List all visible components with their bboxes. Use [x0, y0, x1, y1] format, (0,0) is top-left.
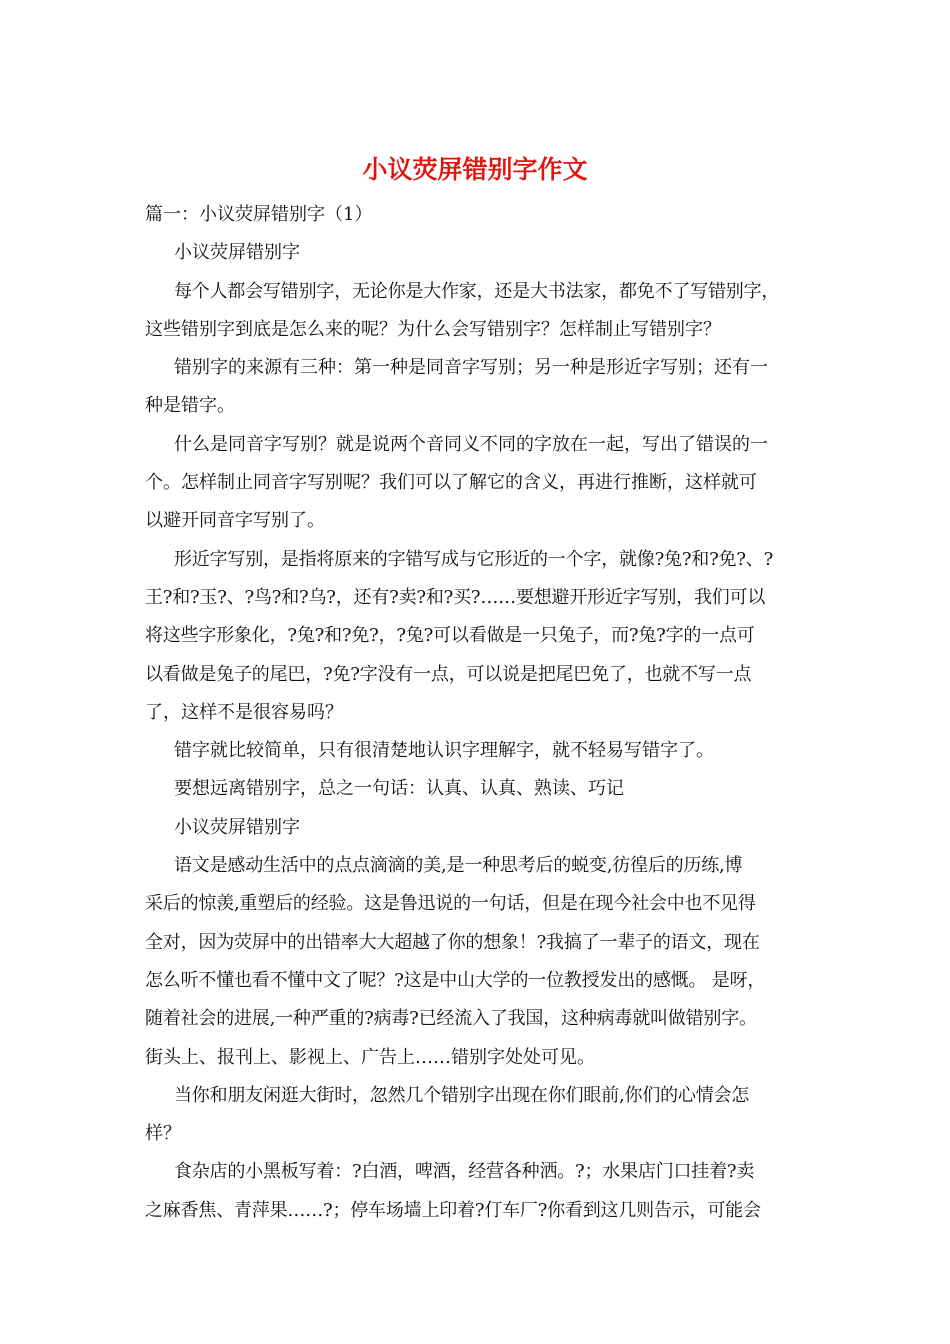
paragraph-line: 什么是同音字写别？就是说两个音同义不同的字放在一起，写出了错误的一: [174, 433, 768, 455]
paragraph-line: 语文是感动生活中的点点滴滴的美,是一种思考后的蜕变,彷徨后的历练,博: [174, 855, 743, 877]
paragraph-line: 这些错别字到底是怎么来的呢？为什么会写错别字？怎样制止写错别字？: [145, 318, 721, 340]
paragraph-line: 当你和朋友闲逛大街时，忽然几个错别字出现在你们眼前,你们的心情会怎: [174, 1084, 750, 1106]
paragraph-line: 之麻香焦、青萍果……?；停车场墙上印着?仃车厂?你看到这几则告示，可能会: [145, 1199, 761, 1221]
paragraph-line: 样？: [145, 1123, 181, 1145]
paragraph-line: 以看做是兔子的尾巴，?免?字没有一点，可以说是把尾巴免了，也就不写一点: [145, 663, 752, 685]
paragraph-line: 全对，因为荧屏中的出错率大大超越了你的想象！?我搞了一辈子的语文，现在: [145, 931, 760, 953]
paragraph-line: 错别字的来源有三种：第一种是同音字写别；另一种是形近字写别；还有一: [174, 357, 768, 379]
paragraph-line: 每个人都会写错别字，无论你是大作家，还是大书法家，都免不了写错别字，: [174, 280, 780, 302]
paragraph-line: 将这些字形象化，?兔?和?免?，?兔?可以看做是一只兔子，而?兔?字的一点可: [145, 625, 755, 647]
paragraph-line: 种是错字。: [145, 395, 235, 417]
document-title: 小议荧屏错别字作文: [362, 155, 588, 184]
subheading: 小议荧屏错别字: [174, 242, 300, 264]
paragraph-line: 食杂店的小黑板写着：?白酒，啤酒，经营各种洒。?；水果店门口挂着?卖: [174, 1161, 755, 1183]
document-body: [145, 196, 815, 1230]
paragraph-line: 随着社会的进展,一种严重的?病毒?已经流入了我国，这种病毒就叫做错别字。: [145, 1008, 757, 1030]
paragraph-line: 王?和?玉?、?鸟?和?乌?，还有?卖?和?买?……要想避开形近字写别，我们可以: [145, 586, 766, 608]
paragraph-line: 以避开同音字写别了。: [145, 510, 325, 532]
paragraph-line: 要想远离错别字，总之一句话：认真、认真、熟读、巧记: [174, 778, 624, 800]
subheading: 小议荧屏错别字: [174, 816, 300, 838]
paragraph-line: 个。怎样制止同音字写别呢？我们可以了解它的含义，再进行推断，这样就可: [145, 472, 757, 494]
paragraph-line: 了，这样不是很容易吗？: [145, 701, 343, 723]
section-heading: 篇一：小议荧屏错别字（1）: [145, 204, 373, 225]
paragraph-line: 采后的惊羡,重塑后的经验。这是鲁迅说的一句话，但是在现今社会中也不见得: [145, 893, 756, 915]
paragraph-line: 怎么听不懂也看不懂中文了呢？?这是中山大学的一位教授发出的感慨。 是呀，: [145, 969, 766, 991]
paragraph-line: 街头上、报刊上、影视上、广告上……错别字处处可见。: [145, 1046, 595, 1068]
paragraph-line: 错字就比较简单，只有很清楚地认识字理解字，就不轻易写错字了。: [174, 740, 714, 762]
paragraph-line: 形近字写别，是指将原来的字错写成与它形近的一个字，就像?兔?和?免?、?: [174, 548, 774, 570]
